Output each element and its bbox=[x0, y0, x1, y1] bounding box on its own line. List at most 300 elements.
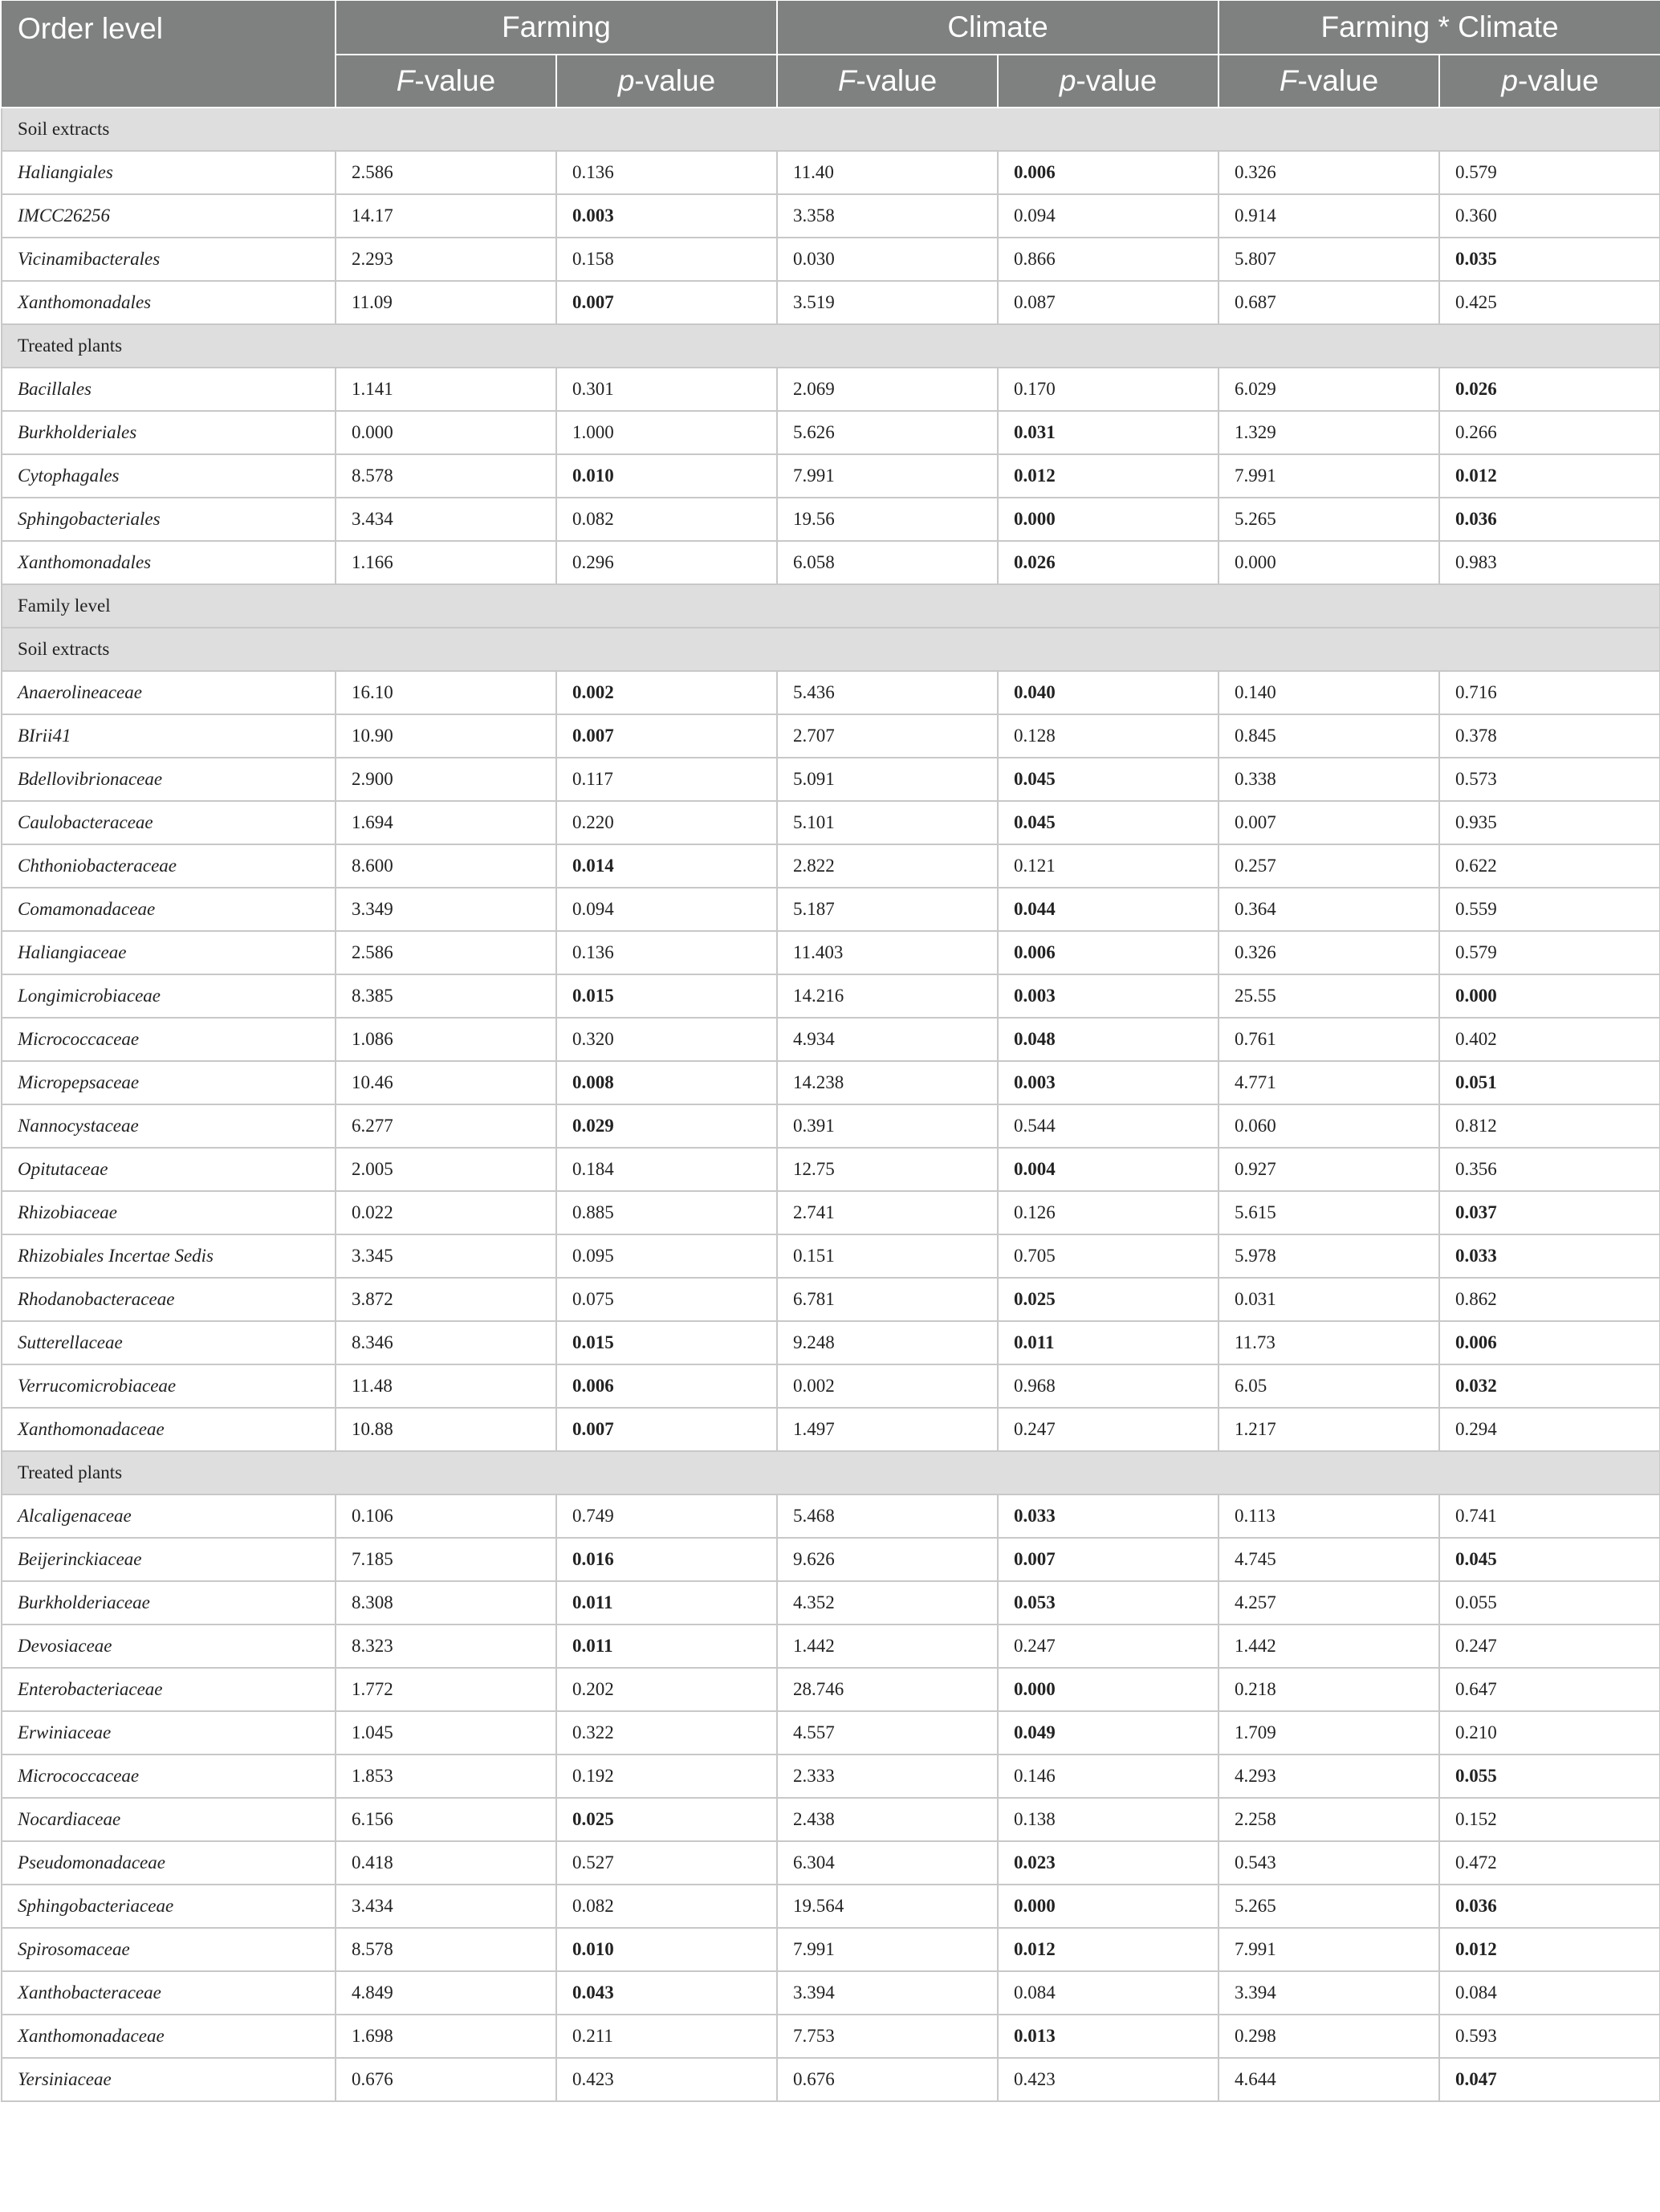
taxon-name: Beijerinckiaceae bbox=[2, 1538, 336, 1581]
farming-p-value: 0.296 bbox=[556, 541, 777, 584]
farming-f-value: 0.676 bbox=[336, 2058, 556, 2101]
climate-p-value: 0.000 bbox=[998, 1885, 1219, 1928]
farming-p-value: 1.000 bbox=[556, 411, 777, 454]
table-row bbox=[2, 1148, 1660, 1191]
interaction-f-value: 1.329 bbox=[1219, 411, 1439, 454]
farming-p-value: 0.749 bbox=[556, 1494, 777, 1538]
interaction-p-value: 0.573 bbox=[1439, 758, 1660, 801]
farming-f-value: 2.293 bbox=[336, 238, 556, 281]
interaction-p-value: 0.862 bbox=[1439, 1278, 1660, 1321]
farming-p-value: 0.158 bbox=[556, 238, 777, 281]
taxon-name: Opitutaceae bbox=[2, 1148, 336, 1191]
p-value-header: p-value bbox=[998, 55, 1219, 108]
farming-p-value: 0.006 bbox=[556, 1364, 777, 1408]
taxon-name: IMCC26256 bbox=[2, 194, 336, 238]
climate-p-value: 0.023 bbox=[998, 1841, 1219, 1885]
interaction-p-value: 0.356 bbox=[1439, 1148, 1660, 1191]
interaction-f-value: 0.257 bbox=[1219, 844, 1439, 888]
taxon-name: Xanthomonadales bbox=[2, 281, 336, 324]
interaction-p-value: 0.716 bbox=[1439, 671, 1660, 714]
farming-f-value: 6.156 bbox=[336, 1798, 556, 1841]
farming-p-value: 0.527 bbox=[556, 1841, 777, 1885]
taxon-name: Pseudomonadaceae bbox=[2, 1841, 336, 1885]
table-row bbox=[2, 1841, 1660, 1885]
f-value-header: F-value bbox=[777, 55, 998, 108]
interaction-f-value: 0.338 bbox=[1219, 758, 1439, 801]
climate-f-value: 2.741 bbox=[777, 1191, 998, 1234]
climate-f-value: 2.069 bbox=[777, 368, 998, 411]
climate-f-value: 11.403 bbox=[777, 931, 998, 974]
farming-p-value: 0.202 bbox=[556, 1668, 777, 1711]
farming-p-value: 0.016 bbox=[556, 1538, 777, 1581]
interaction-p-value: 0.559 bbox=[1439, 888, 1660, 931]
taxon-name: Xanthomonadales bbox=[2, 541, 336, 584]
farming-p-value: 0.423 bbox=[556, 2058, 777, 2101]
climate-f-value: 7.753 bbox=[777, 2015, 998, 2058]
interaction-p-value: 0.210 bbox=[1439, 1711, 1660, 1755]
farming-f-value: 11.09 bbox=[336, 281, 556, 324]
interaction-f-value: 0.007 bbox=[1219, 801, 1439, 844]
farming-f-value: 3.345 bbox=[336, 1234, 556, 1278]
interaction-p-value: 0.983 bbox=[1439, 541, 1660, 584]
interaction-p-value: 0.812 bbox=[1439, 1104, 1660, 1148]
table-row bbox=[2, 1668, 1660, 1711]
interaction-p-value: 0.000 bbox=[1439, 974, 1660, 1018]
interaction-f-value: 4.293 bbox=[1219, 1755, 1439, 1798]
interaction-f-value: 0.031 bbox=[1219, 1278, 1439, 1321]
climate-p-value: 0.012 bbox=[998, 1928, 1219, 1971]
table-row bbox=[2, 1885, 1660, 1928]
farming-p-value: 0.003 bbox=[556, 194, 777, 238]
taxon-name: Caulobacteraceae bbox=[2, 801, 336, 844]
interaction-f-value: 0.298 bbox=[1219, 2015, 1439, 2058]
climate-p-value: 0.044 bbox=[998, 888, 1219, 931]
farming-f-value: 14.17 bbox=[336, 194, 556, 238]
farming-p-value: 0.136 bbox=[556, 151, 777, 194]
table-row bbox=[2, 714, 1660, 758]
farming-f-value: 3.349 bbox=[336, 888, 556, 931]
taxon-name: Xanthobacteraceae bbox=[2, 1971, 336, 2015]
climate-p-value: 0.040 bbox=[998, 671, 1219, 714]
interaction-f-value: 0.060 bbox=[1219, 1104, 1439, 1148]
climate-f-value: 7.991 bbox=[777, 454, 998, 498]
climate-p-value: 0.049 bbox=[998, 1711, 1219, 1755]
table-row bbox=[2, 2015, 1660, 2058]
table-row bbox=[2, 1018, 1660, 1061]
taxon-name: Enterobacteriaceae bbox=[2, 1668, 336, 1711]
taxon-name: Burkholderiales bbox=[2, 411, 336, 454]
taxon-name: Erwiniaceae bbox=[2, 1711, 336, 1755]
farming-p-value: 0.117 bbox=[556, 758, 777, 801]
climate-p-value: 0.126 bbox=[998, 1191, 1219, 1234]
farming-p-value: 0.015 bbox=[556, 974, 777, 1018]
taxon-name: Spirosomaceae bbox=[2, 1928, 336, 1971]
taxon-name: Xanthomonadaceae bbox=[2, 1408, 336, 1451]
climate-f-value: 0.030 bbox=[777, 238, 998, 281]
table-body bbox=[2, 108, 1660, 2101]
table-row bbox=[2, 671, 1660, 714]
climate-f-value: 6.781 bbox=[777, 1278, 998, 1321]
climate-p-value: 0.121 bbox=[998, 844, 1219, 888]
interaction-f-value: 1.217 bbox=[1219, 1408, 1439, 1451]
climate-f-value: 1.497 bbox=[777, 1408, 998, 1451]
climate-f-value: 6.304 bbox=[777, 1841, 998, 1885]
climate-p-value: 0.011 bbox=[998, 1321, 1219, 1364]
table-row bbox=[2, 1624, 1660, 1668]
interaction-f-value: 0.000 bbox=[1219, 541, 1439, 584]
climate-f-value: 3.394 bbox=[777, 1971, 998, 2015]
table-row bbox=[2, 151, 1660, 194]
climate-f-value: 14.216 bbox=[777, 974, 998, 1018]
climate-f-value: 7.991 bbox=[777, 1928, 998, 1971]
climate-p-value: 0.138 bbox=[998, 1798, 1219, 1841]
table-row bbox=[2, 1408, 1660, 1451]
interaction-p-value: 0.047 bbox=[1439, 2058, 1660, 2101]
farming-p-value: 0.885 bbox=[556, 1191, 777, 1234]
taxon-name: Sutterellaceae bbox=[2, 1321, 336, 1364]
interaction-f-value: 1.709 bbox=[1219, 1711, 1439, 1755]
climate-f-value: 11.40 bbox=[777, 151, 998, 194]
farming-p-value: 0.320 bbox=[556, 1018, 777, 1061]
interaction-f-value: 7.991 bbox=[1219, 454, 1439, 498]
interaction-f-value: 4.644 bbox=[1219, 2058, 1439, 2101]
farming-f-value: 7.185 bbox=[336, 1538, 556, 1581]
farming-f-value: 1.694 bbox=[336, 801, 556, 844]
climate-f-value: 2.707 bbox=[777, 714, 998, 758]
farming-p-value: 0.014 bbox=[556, 844, 777, 888]
interaction-p-value: 0.045 bbox=[1439, 1538, 1660, 1581]
table-row bbox=[2, 931, 1660, 974]
farming-f-value: 8.385 bbox=[336, 974, 556, 1018]
taxon-name: Vicinamibacterales bbox=[2, 238, 336, 281]
climate-f-value: 2.822 bbox=[777, 844, 998, 888]
table-row bbox=[2, 1755, 1660, 1798]
table-row bbox=[2, 541, 1660, 584]
climate-p-value: 0.013 bbox=[998, 2015, 1219, 2058]
table-row bbox=[2, 758, 1660, 801]
climate-p-value: 0.007 bbox=[998, 1538, 1219, 1581]
climate-p-value: 0.544 bbox=[998, 1104, 1219, 1148]
table-row bbox=[2, 1234, 1660, 1278]
farming-f-value: 3.872 bbox=[336, 1278, 556, 1321]
interaction-f-value: 0.364 bbox=[1219, 888, 1439, 931]
interaction-p-value: 0.579 bbox=[1439, 151, 1660, 194]
group-header-farming: Farming bbox=[336, 1, 777, 55]
section-row bbox=[2, 1451, 1660, 1494]
climate-p-value: 0.084 bbox=[998, 1971, 1219, 2015]
farming-f-value: 3.434 bbox=[336, 498, 556, 541]
farming-f-value: 2.005 bbox=[336, 1148, 556, 1191]
interaction-p-value: 0.036 bbox=[1439, 498, 1660, 541]
taxon-name: Burkholderiaceae bbox=[2, 1581, 336, 1624]
climate-p-value: 0.146 bbox=[998, 1755, 1219, 1798]
p-value-header: p-value bbox=[556, 55, 777, 108]
interaction-f-value: 0.761 bbox=[1219, 1018, 1439, 1061]
farming-p-value: 0.301 bbox=[556, 368, 777, 411]
farming-f-value: 0.022 bbox=[336, 1191, 556, 1234]
table-row bbox=[2, 1278, 1660, 1321]
interaction-f-value: 5.615 bbox=[1219, 1191, 1439, 1234]
interaction-p-value: 0.055 bbox=[1439, 1755, 1660, 1798]
interaction-p-value: 0.033 bbox=[1439, 1234, 1660, 1278]
interaction-p-value: 0.006 bbox=[1439, 1321, 1660, 1364]
section-label: Treated plants bbox=[2, 1451, 1660, 1494]
table-row bbox=[2, 1538, 1660, 1581]
farming-p-value: 0.094 bbox=[556, 888, 777, 931]
section-row bbox=[2, 584, 1660, 628]
climate-p-value: 0.705 bbox=[998, 1234, 1219, 1278]
climate-f-value: 19.56 bbox=[777, 498, 998, 541]
interaction-p-value: 0.032 bbox=[1439, 1364, 1660, 1408]
farming-p-value: 0.015 bbox=[556, 1321, 777, 1364]
taxon-name: Micrococcaceae bbox=[2, 1018, 336, 1061]
taxon-name: Longimicrobiaceae bbox=[2, 974, 336, 1018]
climate-p-value: 0.033 bbox=[998, 1494, 1219, 1538]
farming-f-value: 2.586 bbox=[336, 931, 556, 974]
interaction-p-value: 0.084 bbox=[1439, 1971, 1660, 2015]
climate-f-value: 4.557 bbox=[777, 1711, 998, 1755]
table-row bbox=[2, 1321, 1660, 1364]
farming-f-value: 10.88 bbox=[336, 1408, 556, 1451]
farming-f-value: 0.000 bbox=[336, 411, 556, 454]
taxon-name: Haliangiales bbox=[2, 151, 336, 194]
interaction-p-value: 0.012 bbox=[1439, 1928, 1660, 1971]
climate-f-value: 5.436 bbox=[777, 671, 998, 714]
farming-p-value: 0.007 bbox=[556, 714, 777, 758]
taxon-name: Bdellovibrionaceae bbox=[2, 758, 336, 801]
interaction-p-value: 0.472 bbox=[1439, 1841, 1660, 1885]
interaction-f-value: 5.265 bbox=[1219, 498, 1439, 541]
section-row bbox=[2, 628, 1660, 671]
interaction-p-value: 0.425 bbox=[1439, 281, 1660, 324]
section-row bbox=[2, 324, 1660, 368]
climate-f-value: 9.248 bbox=[777, 1321, 998, 1364]
climate-p-value: 0.968 bbox=[998, 1364, 1219, 1408]
section-label: Family level bbox=[2, 584, 1660, 628]
section-label: Soil extracts bbox=[2, 628, 1660, 671]
taxon-name: Micropepsaceae bbox=[2, 1061, 336, 1104]
farming-p-value: 0.029 bbox=[556, 1104, 777, 1148]
climate-p-value: 0.012 bbox=[998, 454, 1219, 498]
climate-p-value: 0.003 bbox=[998, 974, 1219, 1018]
farming-f-value: 8.600 bbox=[336, 844, 556, 888]
taxon-name: Nocardiaceae bbox=[2, 1798, 336, 1841]
table-row bbox=[2, 368, 1660, 411]
farming-p-value: 0.184 bbox=[556, 1148, 777, 1191]
climate-f-value: 0.151 bbox=[777, 1234, 998, 1278]
farming-p-value: 0.075 bbox=[556, 1278, 777, 1321]
climate-p-value: 0.004 bbox=[998, 1148, 1219, 1191]
interaction-f-value: 0.326 bbox=[1219, 151, 1439, 194]
interaction-p-value: 0.035 bbox=[1439, 238, 1660, 281]
farming-f-value: 3.434 bbox=[336, 1885, 556, 1928]
interaction-p-value: 0.647 bbox=[1439, 1668, 1660, 1711]
farming-p-value: 0.322 bbox=[556, 1711, 777, 1755]
interaction-p-value: 0.051 bbox=[1439, 1061, 1660, 1104]
climate-p-value: 0.006 bbox=[998, 151, 1219, 194]
table-row bbox=[2, 1061, 1660, 1104]
table-row bbox=[2, 238, 1660, 281]
climate-p-value: 0.087 bbox=[998, 281, 1219, 324]
climate-f-value: 5.101 bbox=[777, 801, 998, 844]
climate-p-value: 0.045 bbox=[998, 801, 1219, 844]
climate-p-value: 0.247 bbox=[998, 1408, 1219, 1451]
interaction-p-value: 0.247 bbox=[1439, 1624, 1660, 1668]
farming-p-value: 0.136 bbox=[556, 931, 777, 974]
interaction-f-value: 5.807 bbox=[1219, 238, 1439, 281]
interaction-p-value: 0.012 bbox=[1439, 454, 1660, 498]
farming-f-value: 2.900 bbox=[336, 758, 556, 801]
climate-f-value: 14.238 bbox=[777, 1061, 998, 1104]
table-row bbox=[2, 1364, 1660, 1408]
taxon-name: Rhizobiaceae bbox=[2, 1191, 336, 1234]
interaction-f-value: 0.543 bbox=[1219, 1841, 1439, 1885]
climate-f-value: 12.75 bbox=[777, 1148, 998, 1191]
interaction-p-value: 0.935 bbox=[1439, 801, 1660, 844]
table-row bbox=[2, 2058, 1660, 2101]
farming-p-value: 0.008 bbox=[556, 1061, 777, 1104]
section-row bbox=[2, 108, 1660, 151]
climate-p-value: 0.053 bbox=[998, 1581, 1219, 1624]
taxon-name: Sphingobacteriales bbox=[2, 498, 336, 541]
climate-f-value: 5.091 bbox=[777, 758, 998, 801]
farming-f-value: 1.045 bbox=[336, 1711, 556, 1755]
interaction-f-value: 3.394 bbox=[1219, 1971, 1439, 2015]
climate-f-value: 2.438 bbox=[777, 1798, 998, 1841]
climate-f-value: 4.352 bbox=[777, 1581, 998, 1624]
interaction-f-value: 1.442 bbox=[1219, 1624, 1439, 1668]
climate-f-value: 0.676 bbox=[777, 2058, 998, 2101]
taxon-name: Sphingobacteriaceae bbox=[2, 1885, 336, 1928]
interaction-p-value: 0.055 bbox=[1439, 1581, 1660, 1624]
table-row bbox=[2, 1928, 1660, 1971]
farming-p-value: 0.002 bbox=[556, 671, 777, 714]
results-table bbox=[1, 1, 1660, 2102]
taxon-name: Rhodanobacteraceae bbox=[2, 1278, 336, 1321]
farming-f-value: 10.90 bbox=[336, 714, 556, 758]
interaction-f-value: 5.978 bbox=[1219, 1234, 1439, 1278]
farming-p-value: 0.010 bbox=[556, 1928, 777, 1971]
table-row bbox=[2, 1581, 1660, 1624]
farming-f-value: 4.849 bbox=[336, 1971, 556, 2015]
interaction-f-value: 6.05 bbox=[1219, 1364, 1439, 1408]
climate-f-value: 19.564 bbox=[777, 1885, 998, 1928]
climate-f-value: 9.626 bbox=[777, 1538, 998, 1581]
section-label: Soil extracts bbox=[2, 108, 1660, 151]
climate-p-value: 0.170 bbox=[998, 368, 1219, 411]
climate-f-value: 1.442 bbox=[777, 1624, 998, 1668]
taxon-name: Bacillales bbox=[2, 368, 336, 411]
taxon-name: Yersiniaceae bbox=[2, 2058, 336, 2101]
farming-f-value: 6.277 bbox=[336, 1104, 556, 1148]
interaction-p-value: 0.360 bbox=[1439, 194, 1660, 238]
interaction-f-value: 0.113 bbox=[1219, 1494, 1439, 1538]
climate-p-value: 0.000 bbox=[998, 498, 1219, 541]
farming-f-value: 16.10 bbox=[336, 671, 556, 714]
climate-p-value: 0.025 bbox=[998, 1278, 1219, 1321]
interaction-f-value: 0.140 bbox=[1219, 671, 1439, 714]
farming-p-value: 0.192 bbox=[556, 1755, 777, 1798]
interaction-f-value: 0.218 bbox=[1219, 1668, 1439, 1711]
table-row bbox=[2, 1191, 1660, 1234]
climate-p-value: 0.045 bbox=[998, 758, 1219, 801]
table-row bbox=[2, 194, 1660, 238]
interaction-p-value: 0.026 bbox=[1439, 368, 1660, 411]
table-row bbox=[2, 454, 1660, 498]
row-label-header: Order level bbox=[2, 1, 336, 108]
climate-f-value: 0.391 bbox=[777, 1104, 998, 1148]
climate-p-value: 0.003 bbox=[998, 1061, 1219, 1104]
section-label: Treated plants bbox=[2, 324, 1660, 368]
farming-f-value: 1.166 bbox=[336, 541, 556, 584]
interaction-p-value: 0.036 bbox=[1439, 1885, 1660, 1928]
table-header bbox=[2, 1, 1660, 108]
farming-f-value: 8.346 bbox=[336, 1321, 556, 1364]
farming-f-value: 0.418 bbox=[336, 1841, 556, 1885]
interaction-p-value: 0.741 bbox=[1439, 1494, 1660, 1538]
climate-f-value: 3.519 bbox=[777, 281, 998, 324]
taxon-name: Anaerolineaceae bbox=[2, 671, 336, 714]
farming-p-value: 0.082 bbox=[556, 1885, 777, 1928]
table-row bbox=[2, 844, 1660, 888]
interaction-f-value: 0.687 bbox=[1219, 281, 1439, 324]
interaction-p-value: 0.579 bbox=[1439, 931, 1660, 974]
interaction-f-value: 2.258 bbox=[1219, 1798, 1439, 1841]
farming-f-value: 1.772 bbox=[336, 1668, 556, 1711]
climate-f-value: 28.746 bbox=[777, 1668, 998, 1711]
climate-p-value: 0.094 bbox=[998, 194, 1219, 238]
table-row bbox=[2, 1711, 1660, 1755]
farming-p-value: 0.095 bbox=[556, 1234, 777, 1278]
interaction-f-value: 0.927 bbox=[1219, 1148, 1439, 1191]
farming-p-value: 0.025 bbox=[556, 1798, 777, 1841]
farming-f-value: 1.853 bbox=[336, 1755, 556, 1798]
interaction-f-value: 4.771 bbox=[1219, 1061, 1439, 1104]
farming-p-value: 0.011 bbox=[556, 1624, 777, 1668]
taxon-name: Nannocystaceae bbox=[2, 1104, 336, 1148]
farming-f-value: 8.308 bbox=[336, 1581, 556, 1624]
table-row bbox=[2, 974, 1660, 1018]
climate-p-value: 0.026 bbox=[998, 541, 1219, 584]
interaction-f-value: 0.326 bbox=[1219, 931, 1439, 974]
interaction-p-value: 0.294 bbox=[1439, 1408, 1660, 1451]
table-row bbox=[2, 411, 1660, 454]
interaction-p-value: 0.266 bbox=[1439, 411, 1660, 454]
table-row bbox=[2, 888, 1660, 931]
climate-f-value: 0.002 bbox=[777, 1364, 998, 1408]
climate-f-value: 4.934 bbox=[777, 1018, 998, 1061]
interaction-f-value: 4.257 bbox=[1219, 1581, 1439, 1624]
climate-p-value: 0.006 bbox=[998, 931, 1219, 974]
taxon-name: Devosiaceae bbox=[2, 1624, 336, 1668]
climate-f-value: 6.058 bbox=[777, 541, 998, 584]
table-row bbox=[2, 1494, 1660, 1538]
table-row bbox=[2, 281, 1660, 324]
farming-f-value: 8.323 bbox=[336, 1624, 556, 1668]
group-header-interaction: Farming * Climate bbox=[1219, 1, 1660, 55]
farming-f-value: 10.46 bbox=[336, 1061, 556, 1104]
f-value-header: F-value bbox=[1219, 55, 1439, 108]
taxon-name: Micrococcaceae bbox=[2, 1755, 336, 1798]
taxon-name: Comamonadaceae bbox=[2, 888, 336, 931]
taxon-name: Haliangiaceae bbox=[2, 931, 336, 974]
table-row bbox=[2, 1104, 1660, 1148]
climate-p-value: 0.031 bbox=[998, 411, 1219, 454]
interaction-f-value: 4.745 bbox=[1219, 1538, 1439, 1581]
farming-p-value: 0.007 bbox=[556, 1408, 777, 1451]
interaction-f-value: 25.55 bbox=[1219, 974, 1439, 1018]
f-value-header: F-value bbox=[336, 55, 556, 108]
